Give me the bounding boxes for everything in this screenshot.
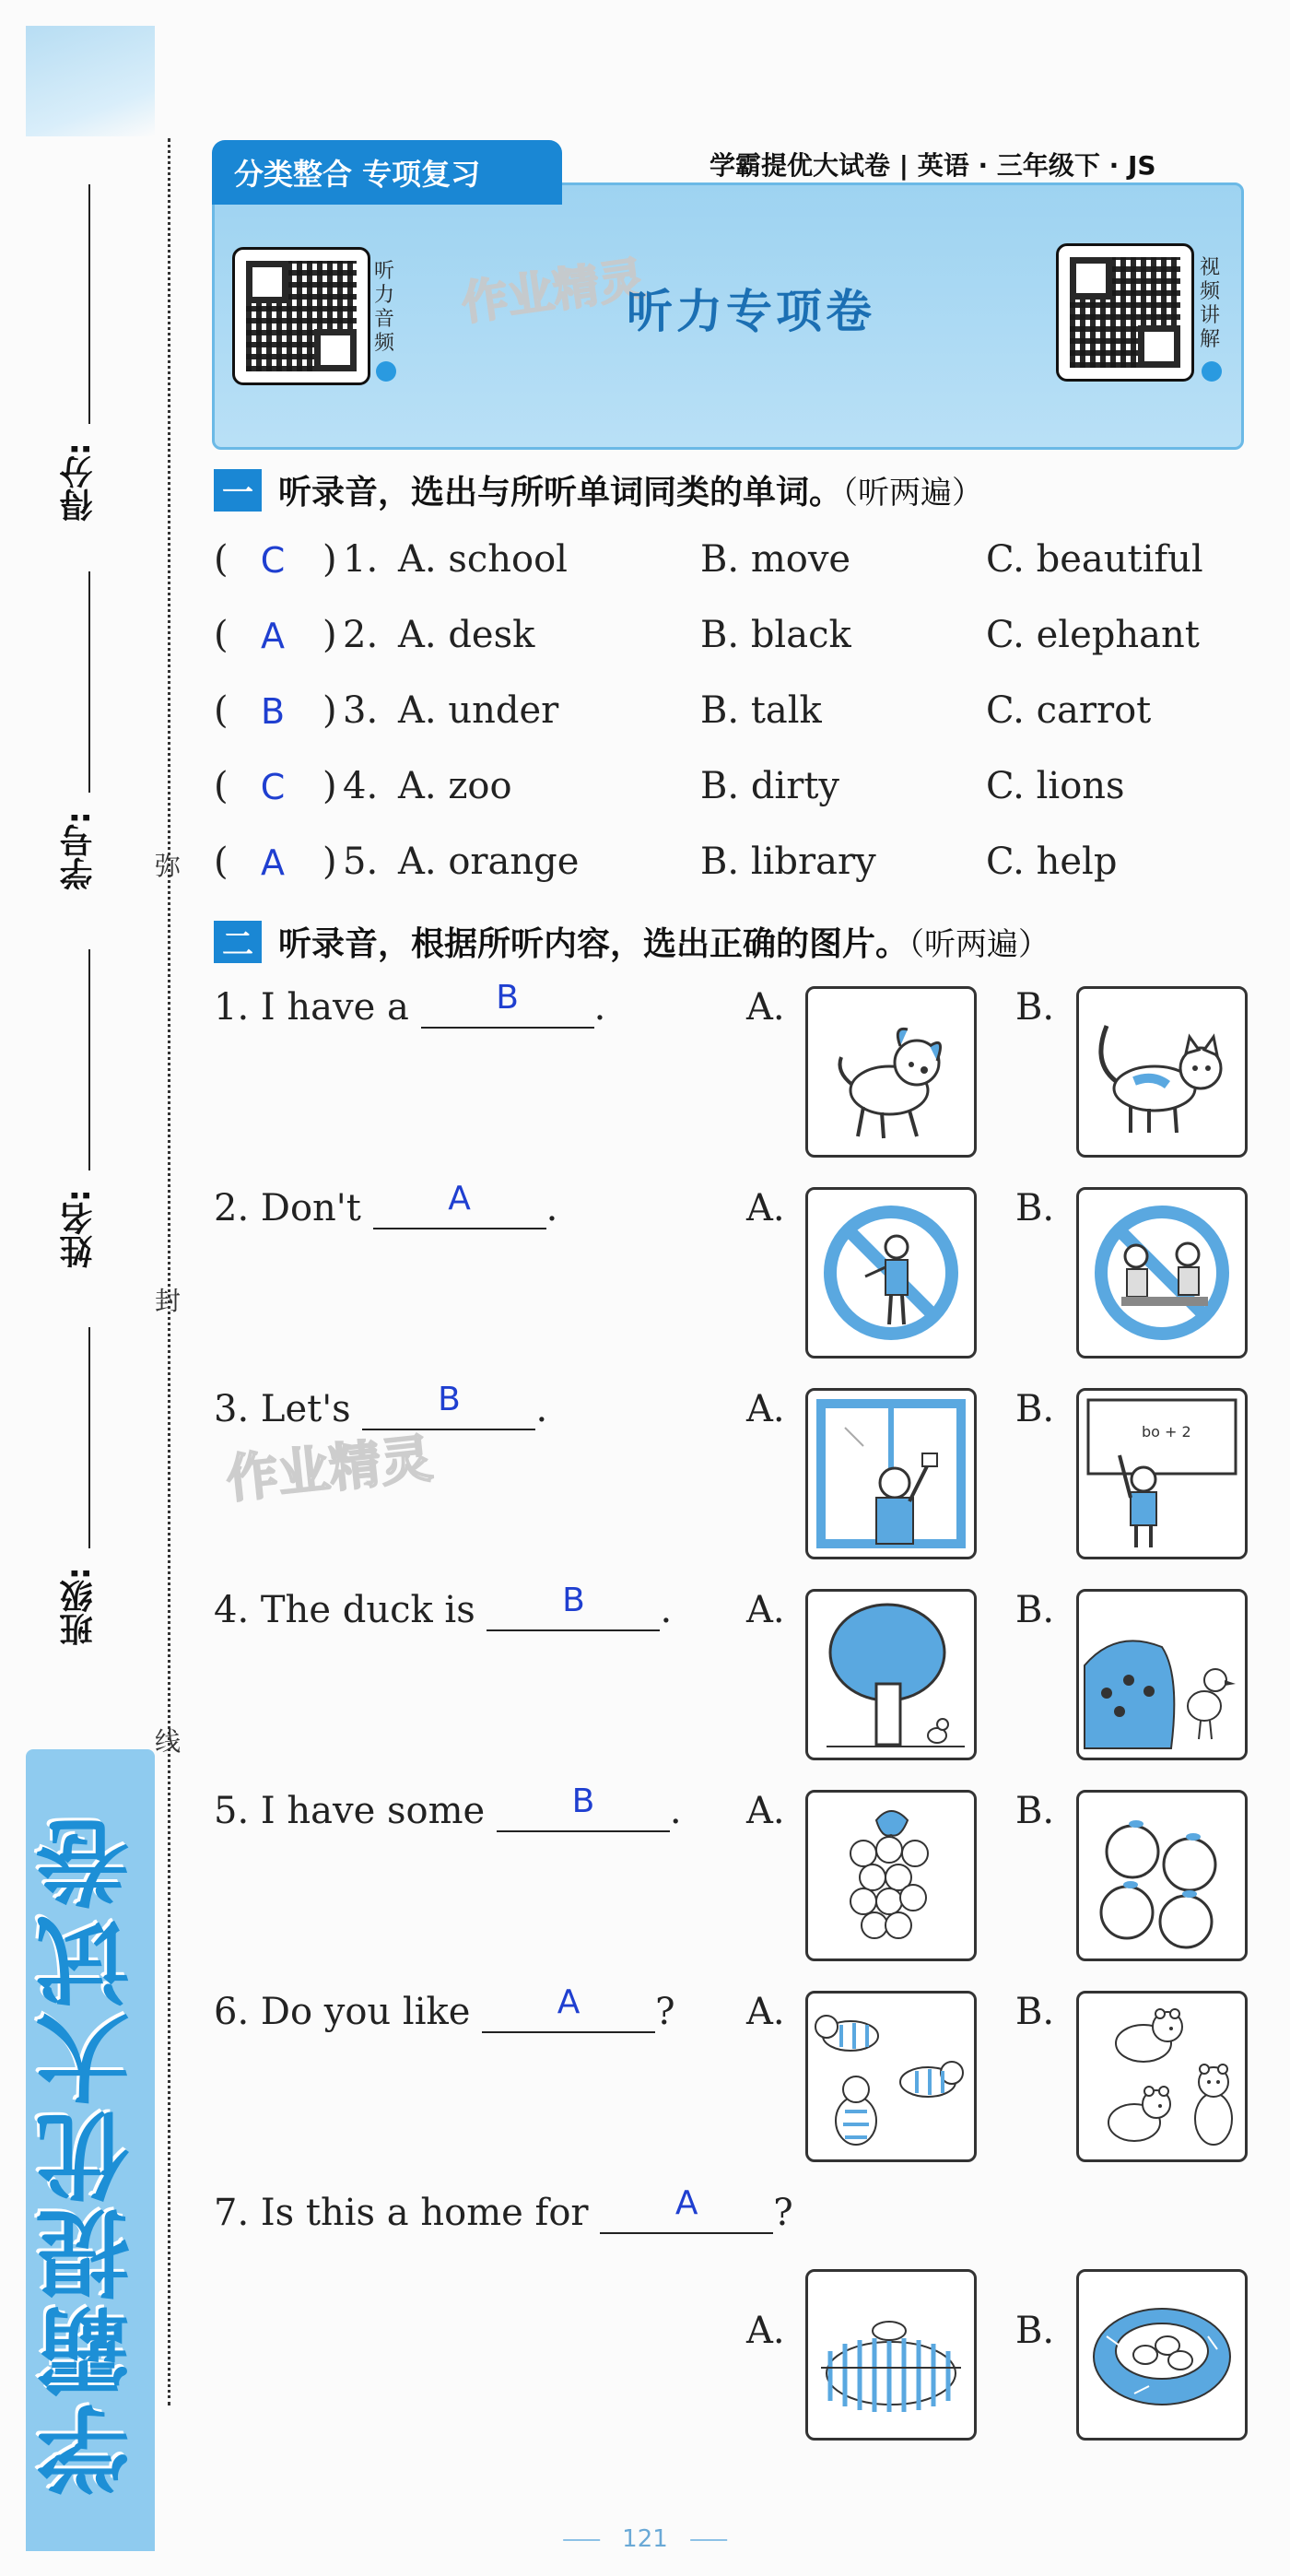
qr-pattern xyxy=(1070,257,1180,368)
option-a-label: A. xyxy=(746,1991,785,2033)
student-id-label: 学号: xyxy=(60,811,98,891)
cleaning-window-picture[interactable] xyxy=(805,1388,977,1559)
grapes-picture[interactable] xyxy=(805,1790,977,1961)
option-a-label: A. xyxy=(746,1388,785,1430)
part1-question: ( A ) 2. A. desk B. black C. elephant xyxy=(214,614,1200,656)
part2-number: 二 xyxy=(214,921,262,963)
blackboard-picture[interactable] xyxy=(1076,1388,1248,1559)
answer-blank[interactable] xyxy=(487,1582,660,1631)
question-number: 1. xyxy=(343,538,379,581)
brand-text: 学霸提优大试卷 xyxy=(35,1813,146,2497)
part2-question xyxy=(214,1782,1246,1974)
option-b: B. talk xyxy=(700,689,822,732)
option-a-label: A. xyxy=(746,1187,785,1229)
part1-instruction xyxy=(278,466,983,513)
binding-strip xyxy=(26,26,155,2551)
option-b: B. library xyxy=(700,841,876,883)
question-stem: 1. I have a B . xyxy=(214,979,606,1029)
question-number: 5. xyxy=(343,841,379,883)
option-b-label: B. xyxy=(1015,2310,1055,2352)
option-c: C. lions xyxy=(986,765,1125,807)
tigers-picture[interactable] xyxy=(805,1991,977,2162)
answer-blank[interactable] xyxy=(421,979,594,1029)
part1-question: ( B ) 3. A. under B. talk C. carrot xyxy=(214,689,1152,732)
option-b: B. black xyxy=(700,614,851,656)
answer[interactable]: C xyxy=(260,540,286,581)
option-a: A. school xyxy=(398,538,568,581)
name-label: 姓名: xyxy=(60,1189,98,1269)
option-a: A. under xyxy=(398,689,559,732)
option-b-label: B. xyxy=(1015,1991,1055,2033)
answer: A xyxy=(557,1983,580,2021)
part2-question xyxy=(214,2184,1246,2468)
no-drawing-picture[interactable] xyxy=(805,1187,977,1359)
cut-line xyxy=(168,138,170,2405)
svg-text:bo + 2: bo + 2 xyxy=(1142,1423,1191,1441)
score-label: 得分: xyxy=(60,442,98,523)
option-a-label: A. xyxy=(746,986,785,1029)
part2-question xyxy=(214,1582,1246,1773)
name-line[interactable] xyxy=(88,949,90,1170)
bears-picture[interactable] xyxy=(1076,1991,1248,2162)
series-title: 学霸提优大试卷 | 英语 · 三年级下 · JS xyxy=(710,150,1156,181)
option-c: C. carrot xyxy=(986,689,1152,732)
brand-logo xyxy=(33,1777,147,2533)
class-label: 班级: xyxy=(60,1567,98,1647)
oranges-picture[interactable] xyxy=(1076,1790,1248,1961)
part1-question: ( A ) 5. A. orange B. library C. help xyxy=(214,841,1118,883)
answer: B xyxy=(562,1582,585,1619)
part1-note: （听两遍） xyxy=(842,475,984,512)
qr-code-video[interactable] xyxy=(1056,243,1194,382)
qr-video-caption: 视频讲解 xyxy=(1200,256,1221,351)
class-line[interactable] xyxy=(88,1327,90,1548)
question-stem: 5. I have some B . xyxy=(214,1782,682,1832)
question-stem: 7. Is this a home for A ? xyxy=(214,2184,793,2234)
option-b-label: B. xyxy=(1015,1388,1055,1430)
option-c: C. beautiful xyxy=(986,538,1203,581)
part1-question: ( C ) 1. A. school B. move C. beautiful xyxy=(214,538,1203,581)
option-a-label: A. xyxy=(746,1589,785,1631)
part2-question xyxy=(214,1983,1246,2175)
option-b-label: B. xyxy=(1015,1589,1055,1631)
bird-nest-picture[interactable] xyxy=(1076,2269,1248,2441)
option-c: C. elephant xyxy=(986,614,1200,656)
page-number: 121 xyxy=(541,2525,749,2553)
option-a-label: A. xyxy=(746,2310,785,2352)
student-id-field xyxy=(55,811,102,890)
answer: A xyxy=(448,1180,471,1217)
cut-char-mi: 弥 xyxy=(155,851,182,881)
question-stem: 4. The duck is B . xyxy=(214,1582,673,1631)
answer-blank[interactable] xyxy=(497,1782,670,1832)
option-a: A. zoo xyxy=(398,765,512,807)
answer[interactable]: A xyxy=(261,616,285,656)
part2-instruction xyxy=(278,918,1050,965)
part2-question xyxy=(214,979,1246,1170)
qr-audio-caption: 听力音频 xyxy=(374,260,395,355)
option-a-label: A. xyxy=(746,1790,785,1832)
option-b: B. dirty xyxy=(700,765,840,807)
answer-blank[interactable] xyxy=(482,1983,655,2033)
watermark-header: 作业精灵 xyxy=(458,252,649,331)
option-a: A. desk xyxy=(398,614,535,656)
class-field xyxy=(55,1567,102,1646)
watermark-body: 作业精灵 xyxy=(223,1429,436,1511)
student-id-line[interactable] xyxy=(88,571,90,793)
option-b-label: B. xyxy=(1015,1790,1055,1832)
part1-heading xyxy=(214,466,983,513)
score-line[interactable] xyxy=(88,184,90,424)
answer: B xyxy=(496,979,519,1017)
play-icon xyxy=(1202,361,1222,382)
answer[interactable]: A xyxy=(261,842,285,883)
option-b: B. move xyxy=(700,538,851,581)
answer: B xyxy=(571,1782,595,1820)
option-a: A. orange xyxy=(398,841,580,883)
answer[interactable]: C xyxy=(260,767,286,807)
duck-behind-bush-picture[interactable] xyxy=(1076,1589,1248,1760)
name-field xyxy=(55,1189,102,1268)
part2-instruction-text: 听录音，根据所听内容，选出正确的图片。 xyxy=(278,925,909,963)
question-number: 4. xyxy=(343,765,379,807)
part2-question xyxy=(214,1180,1246,1371)
part2-note: （听两遍） xyxy=(909,926,1050,963)
fenced-pen-picture[interactable] xyxy=(805,2269,977,2441)
header-tab: 分类整合 专项复习 xyxy=(212,140,562,205)
answer: A xyxy=(674,2184,698,2222)
page-title: 听力专项卷 xyxy=(627,284,875,338)
question-stem: 3. Let's B . xyxy=(214,1381,548,1430)
cat-picture[interactable] xyxy=(1076,986,1248,1158)
duck-under-tree-picture[interactable] xyxy=(805,1589,977,1760)
part2-heading xyxy=(214,918,1050,965)
option-b-label: B. xyxy=(1015,986,1055,1029)
answer: B xyxy=(438,1381,461,1418)
score-field xyxy=(55,442,102,522)
question-number: 2. xyxy=(343,614,379,656)
question-stem: 6. Do you like A ? xyxy=(214,1983,675,2033)
option-b-label: B. xyxy=(1015,1187,1055,1229)
dog-picture[interactable] xyxy=(805,986,977,1158)
answer-blank[interactable] xyxy=(600,2184,773,2234)
cut-char-xian: 线 xyxy=(155,1726,182,1757)
qr-code-audio[interactable] xyxy=(232,247,370,385)
question-stem: 2. Don't A . xyxy=(214,1180,558,1229)
part1-instruction-text: 听录音，选出与所听单词同类的单词。 xyxy=(278,474,843,512)
audio-icon xyxy=(376,361,396,382)
cut-char-feng: 封 xyxy=(155,1286,182,1316)
no-talking-picture[interactable] xyxy=(1076,1187,1248,1359)
part2-question xyxy=(214,1381,1246,1572)
part1-number: 一 xyxy=(214,469,262,512)
part1-question: ( C ) 4. A. zoo B. dirty C. lions xyxy=(214,765,1125,807)
qr-pattern xyxy=(246,261,357,371)
strip-top-decoration xyxy=(26,26,155,136)
answer[interactable]: B xyxy=(260,691,286,732)
option-c: C. help xyxy=(986,841,1118,883)
question-number: 3. xyxy=(343,689,379,732)
